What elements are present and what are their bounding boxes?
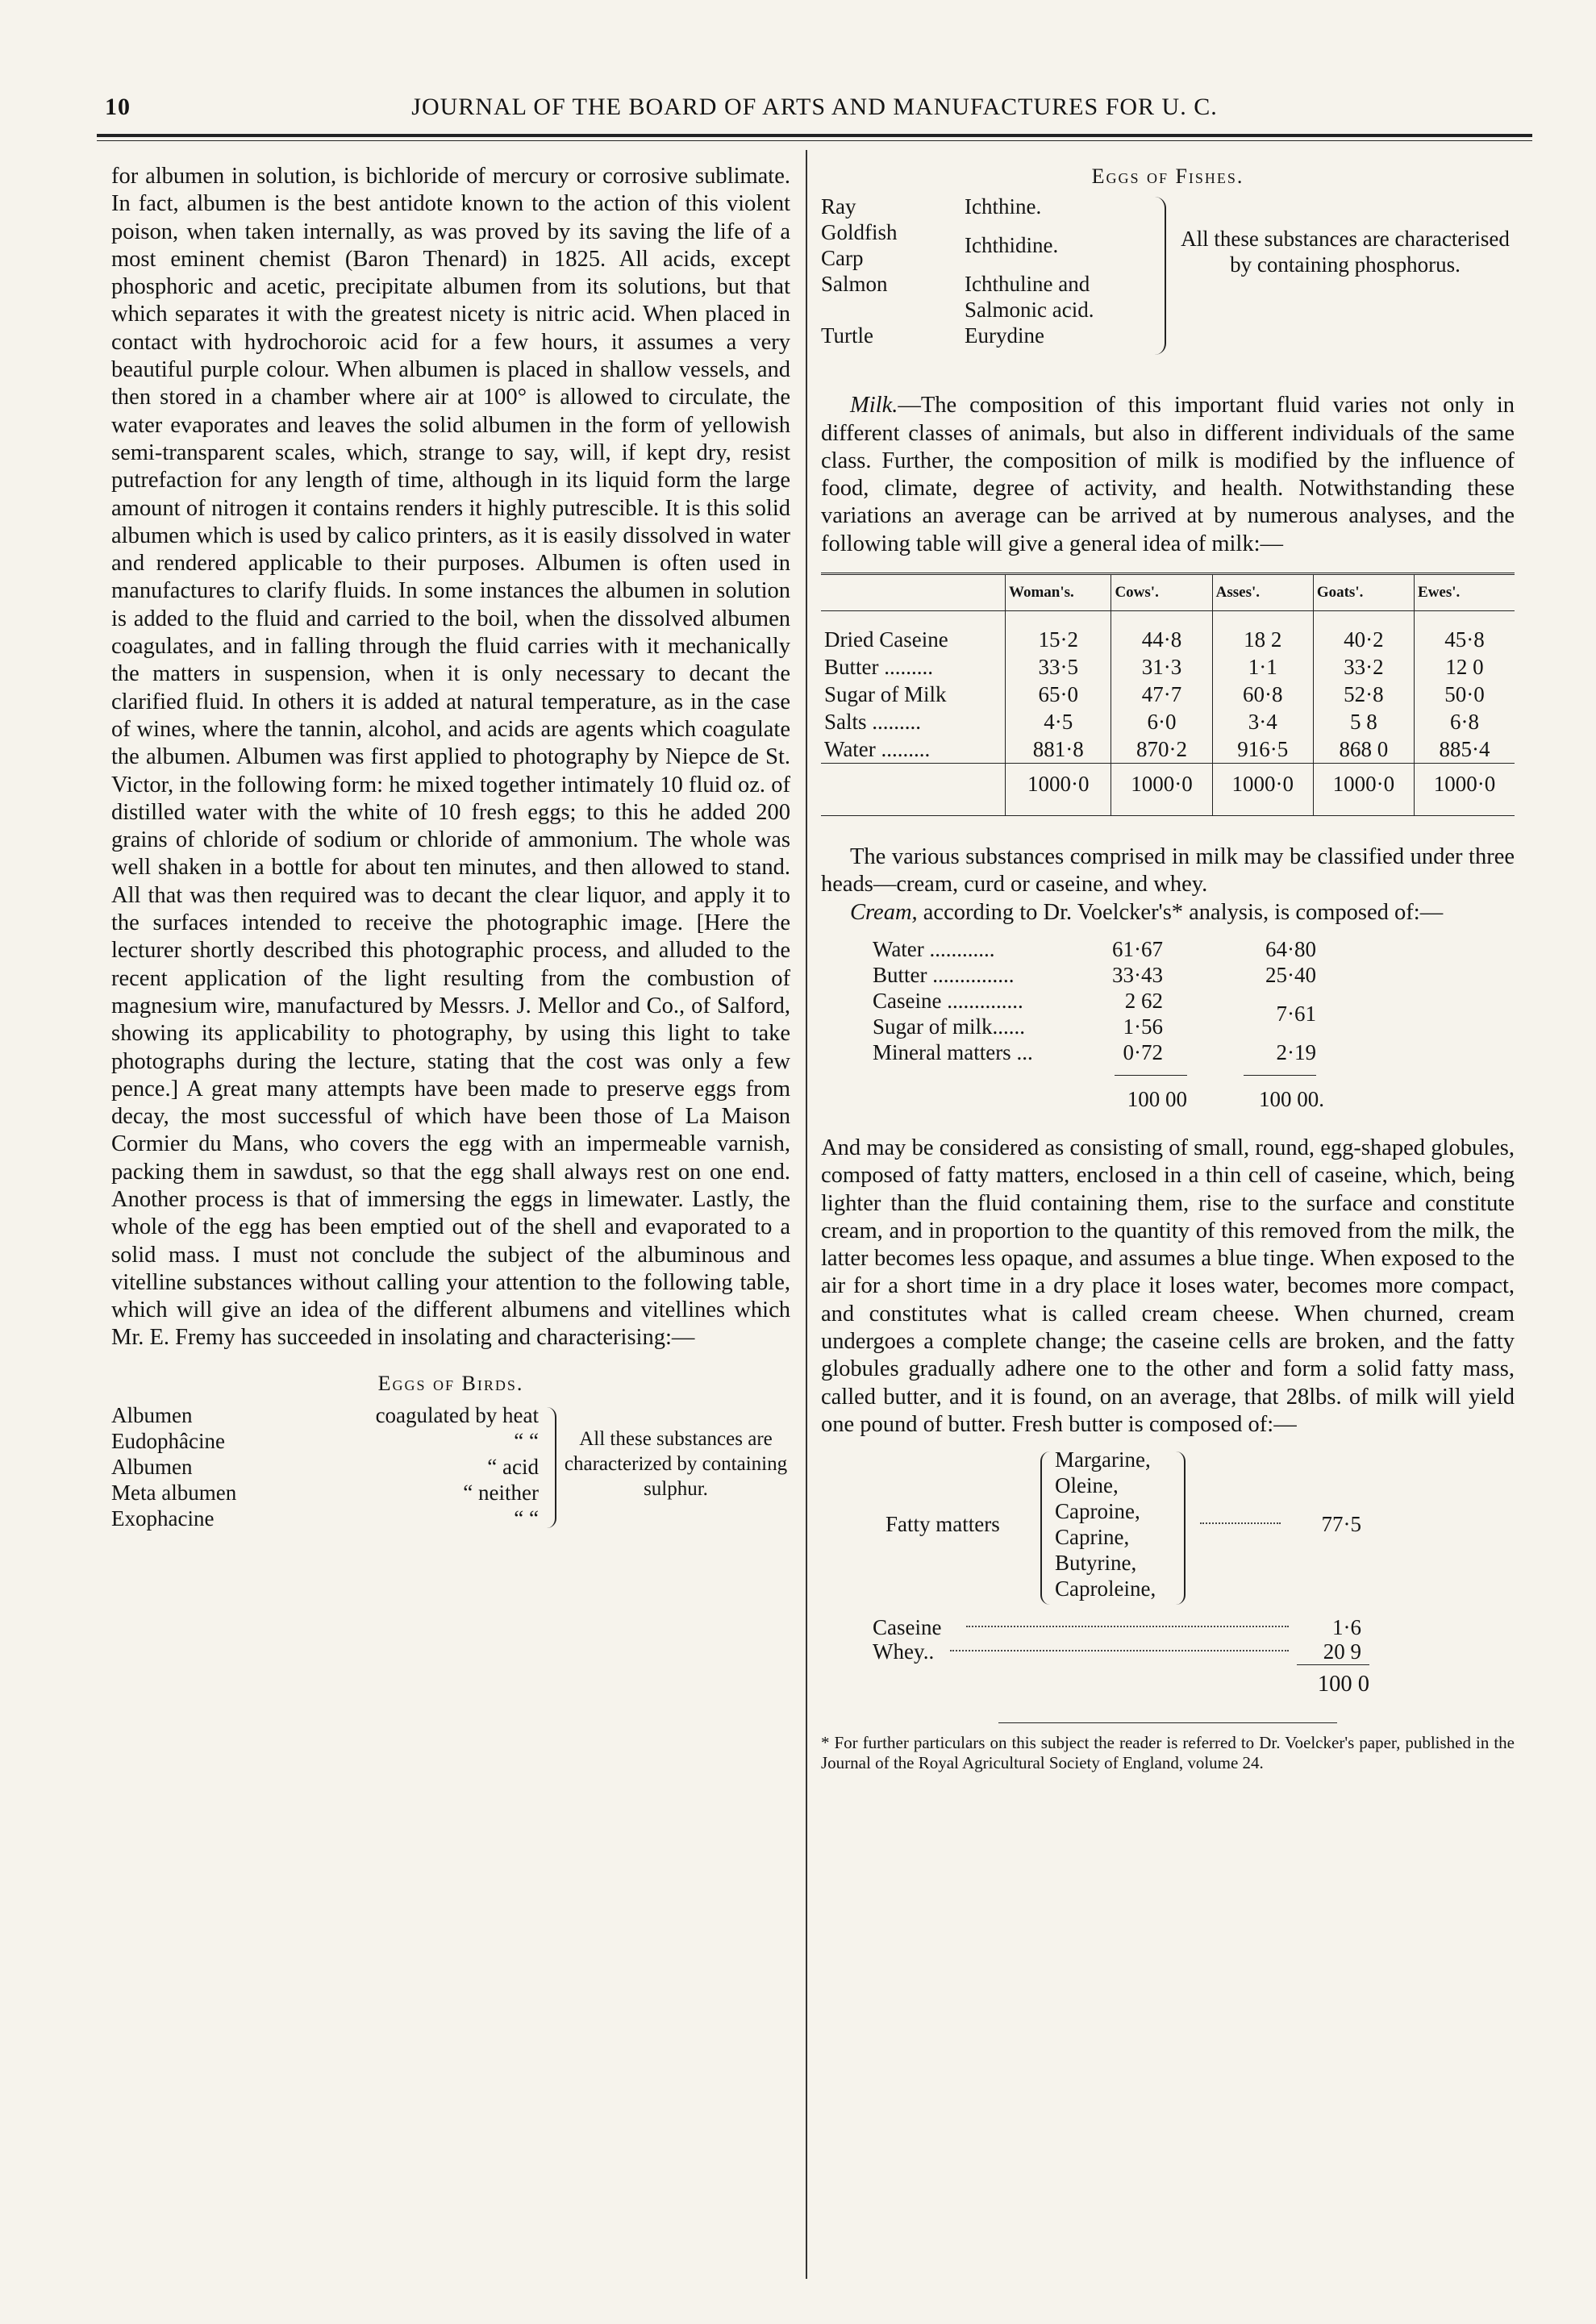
milk-total: 1000·0 — [1111, 764, 1212, 816]
bird-desc: “ neither — [463, 1481, 539, 1506]
cream-value-a: 1·56 — [1123, 1014, 1163, 1039]
fishes-substance-list — [965, 194, 1174, 348]
milk-row-label: Butter ......... — [824, 655, 933, 680]
milk-cell: 45·8 — [1415, 611, 1515, 654]
milk-cell: 44·8 — [1111, 611, 1212, 654]
milk-column-header: Goats'. — [1313, 574, 1414, 611]
bird-desc: “ “ — [514, 1429, 539, 1454]
cream-total-a: 100 00 — [1127, 1086, 1187, 1111]
bird-name: Albumen — [111, 1455, 193, 1480]
milk-total: 1000·0 — [1006, 764, 1111, 816]
milk-total: 1000·0 — [1415, 764, 1515, 816]
bird-desc: coagulated by heat — [375, 1403, 539, 1428]
milk-cell: 5 8 — [1313, 708, 1414, 735]
milk-table-header — [821, 574, 1515, 611]
milk-cell: 916·5 — [1212, 735, 1313, 764]
milk-label: Milk. — [850, 393, 898, 419]
fishes-brace — [1153, 197, 1166, 355]
fish-substance: Ichthidine. — [965, 233, 1059, 258]
cream-item: Mineral matters ... — [873, 1039, 1033, 1064]
footnote: * For further particulars on this subject the reader is referred to Dr. Voelcker's paper, published in the Journal of the Royal Agricultural Society of England, volume 24. — [821, 1733, 1515, 1773]
bird-name: Albumen — [111, 1403, 193, 1428]
albumen-paragraph: for albumen in solution, is bichloride of mercury or corrosive sublimate. In fact, albumen is the best antidote known to the action of this violent poison, when taken internally, as was proved by its saving the life of a most eminent chemist (Baron Thenard) in 1825. All acids, except phosphoric and acetic, precipitate albumen from its solutions, but that which separates it with the greatest nicety is nitric acid. When placed in contact with hydrochoroic acid for a few hours, it assumes a very beautiful purple colour. When albumen is placed in shallow vessels, and then stored in a chamber where air at 100° is allowed to circulate, the water evaporates and leaves the solid albumen in the form of yellowish semi-transparent scales, which, strange to say, will, if kept dry, resist putrefaction for any length of time, although in its liquid form the large amount of nitrogen it contains renders it highly putrescible. It is this solid albumen which is used by calico printers, as it is easily dissolved in water and rendered applicable to their purposes. Albumen is often used in manufactures to clarify fluids. In some instances the albumen in solution is added to the fluid and carried to the boil, when the dissolved albumen coagulates, and in falling through the fluid carries with it mechanically the matters in suspension, when it is only necessary to decant the clarified fluid. In others it is added at natural temperature, as in the case of wines, where the tannin, alcohol, and acids are agents which coagulate the albumen. Albumen was first applied to photography by Niepce de St. Victor, in the following form: he mixed together intimately 10 fluid oz. of distilled water with the white of 10 fresh eggs; to this he added 200 grains of chloride of sodium or chloride of ammonium. The whole was well shaken in a bottle for about ten minutes, and then allowed to stand. All that was then required was to decant the clear liquor, and apply it to the surfaces intended to receive the photographic image. [Here the lecturer shortly described this photographic process, and alluded to the recent application of the light resulting from the combustion of magnesium wire, manufactured by Messrs. J. Mellor and Co., of Salford, showing its applicability to photography, by using this light to take photographs during the lecture, stating that the cost was only a few pence.] A great many attempts have been made to preserve eggs from decay, the most successful of which have been those of La Maison Cormier du Mans, who covers the egg with an impermeable varnish, packing them in sawdust, so that the egg shall always rest on one end. Another process is that of immersing the eggs in limewater. Lastly, the whole of the egg has been emptied out of the shell and evaporated to a solid mass. I must not conclude the subject of the albuminous and vitelline substances without calling your attention to the following table, which will give an idea of the different albumens and vitellines which Mr. E. Fremy has succeeded in insolating and characterising:— — [111, 164, 790, 1351]
bird-name: Exophacine — [111, 1506, 215, 1531]
milk-table-row — [821, 681, 1515, 708]
cream-value-b: 64·80 — [1265, 936, 1316, 961]
header-rule-thick — [97, 134, 1532, 137]
milk-cell: 40·2 — [1313, 611, 1414, 654]
butter-composition-table — [821, 1447, 1515, 1664]
journal-title: JOURNAL OF THE BOARD OF ARTS AND MANUFACTURES FOR U. C. — [411, 94, 1218, 120]
fatty-brace-right — [1176, 1451, 1186, 1605]
cream-intro: according to Dr. Voelcker's* analysis, is composed of:— — [917, 899, 1444, 925]
left-column — [111, 163, 790, 1539]
cream-value-b: 25·40 — [1265, 962, 1316, 987]
cream-value-a: 61·67 — [1112, 936, 1163, 961]
milk-column-header: Ewes'. — [1415, 574, 1515, 611]
cream-item: Sugar of milk...... — [873, 1014, 1025, 1039]
milk-row-label: Water ......... — [824, 737, 931, 762]
cream-value-b: 2·19 — [1276, 1039, 1316, 1064]
right-column — [821, 163, 1515, 1773]
milk-cell: 33·5 — [1006, 653, 1111, 681]
milk-table-row — [821, 653, 1515, 681]
milk-cell: 50·0 — [1415, 681, 1515, 708]
milk-cell: 3·4 — [1212, 708, 1313, 735]
milk-row-label: Dried Caseine — [824, 627, 948, 652]
fishes-table — [821, 194, 1515, 387]
fatty-items-list — [1055, 1447, 1156, 1601]
fatty-item: Butyrine, — [1055, 1551, 1137, 1576]
bird-name: Eudophâcine — [111, 1429, 225, 1454]
fish-species: Ray — [821, 194, 856, 219]
whey-dots — [950, 1650, 1289, 1651]
milk-cell: 33·2 — [1313, 653, 1414, 681]
milk-column-header: Woman's. — [1006, 574, 1111, 611]
milk-header-blank — [821, 574, 1006, 611]
caseine-dots — [966, 1626, 1289, 1627]
cream-rule-a — [1115, 1075, 1187, 1076]
butter-total-block — [821, 1656, 1515, 1705]
milk-cell: 1·1 — [1212, 653, 1313, 681]
milk-cell: 870·2 — [1111, 735, 1212, 764]
milk-composition-table — [821, 573, 1515, 816]
milk-classification-paragraph: The various substances comprised in milk may be classified under three heads—cream, curd or caseine, and whey. — [821, 844, 1515, 898]
fish-species — [821, 297, 942, 323]
birds-descriptions — [297, 1402, 539, 1531]
fatty-brace-left — [1040, 1451, 1050, 1605]
cream-label: Cream, — [850, 899, 918, 925]
cream-value-a: 33·43 — [1112, 962, 1163, 987]
birds-table — [111, 1402, 790, 1539]
cream-item: Butter ............... — [873, 962, 1015, 987]
milk-cell: 65·0 — [1006, 681, 1111, 708]
cream-item: Water ............ — [873, 936, 995, 961]
milk-table-row — [821, 708, 1515, 735]
fish-species: Turtle — [821, 323, 874, 348]
fish-species: Carp — [821, 246, 864, 271]
milk-total: 1000·0 — [1313, 764, 1414, 816]
page-number: 10 — [105, 94, 131, 120]
milk-table-totals — [821, 764, 1515, 816]
cream-value-a: 0·72 — [1123, 1039, 1163, 1064]
milk-cell: 6·8 — [1415, 708, 1515, 735]
milk-total: 1000·0 — [1212, 764, 1313, 816]
cream-table — [873, 936, 1515, 1130]
cream-rule-b — [1244, 1075, 1316, 1076]
fish-substance: Eurydine — [965, 323, 1044, 348]
column-divider — [806, 150, 807, 2279]
birds-note: All these substances are characterized by containing sulphur. — [564, 1428, 788, 1501]
fish-substance — [965, 258, 1174, 271]
fish-substance: Salmonic acid. — [965, 298, 1094, 323]
milk-table-row — [821, 735, 1515, 764]
butter-paragraph: And may be considered as consisting of small, round, egg-shaped globules, composed of fatty matters, enclosed in a thin cell of caseine, which, being lighter than the fluid containing them, rise to the surface and constitute cream, and in proportion to the quantity of this removed from the milk, the latter becomes less opaque, and assumes a blue tinge. When exposed to the air for a short time in a dry place it loses water, becomes more compact, and constitutes what is called cream cheese. When churned, cream undergoes a complete change; the caseine cells are broken, and the fatty globules gradually adhere one to the other and form a solid fatty mass, called butter, and it is found, on an average, that 28lbs. of milk will yield one pound of butter. Fresh butter is composed of:— — [821, 1135, 1515, 1437]
fishes-note: All these substances are characterised by containing phosphorus. — [1181, 227, 1510, 277]
birds-brace — [545, 1407, 556, 1528]
whey-label: Whey.. — [873, 1639, 935, 1664]
fatty-item: Margarine, — [1055, 1447, 1151, 1472]
fishes-species-list — [821, 194, 942, 348]
milk-row-label: Sugar of Milk — [824, 682, 947, 707]
fish-substance: Ichthine. — [965, 194, 1042, 219]
fishes-heading: Eggs of Fishes. — [1091, 165, 1244, 188]
milk-cell: 47·7 — [1111, 681, 1212, 708]
milk-cell: 881·8 — [1006, 735, 1111, 764]
milk-cell: 15·2 — [1006, 611, 1111, 654]
cream-value-a: 2 62 — [1124, 988, 1163, 1013]
bird-name: Meta albumen — [111, 1481, 237, 1506]
fatty-dots — [1200, 1522, 1281, 1524]
fatty-value: 77·5 — [1321, 1512, 1361, 1537]
cream-totals — [873, 1086, 1515, 1112]
milk-cell: 885·4 — [1415, 735, 1515, 764]
cream-item: Caseine .............. — [873, 988, 1023, 1013]
page-header — [97, 87, 1532, 127]
cream-paragraph — [821, 899, 1515, 927]
milk-paragraph — [821, 392, 1515, 558]
caseine-value: 1·6 — [1332, 1615, 1361, 1640]
birds-heading: Eggs of Birds. — [377, 1371, 524, 1395]
footnote-rule — [998, 1722, 1337, 1723]
cream-row — [873, 988, 1515, 1014]
fish-species: Goldfish — [821, 220, 898, 245]
fish-substance: Ichthuline and — [965, 272, 1090, 297]
milk-column-header: Cows'. — [1111, 574, 1212, 611]
milk-cell: 60·8 — [1212, 681, 1313, 708]
bird-desc: “ “ — [514, 1506, 539, 1531]
milk-cell: 31·3 — [1111, 653, 1212, 681]
fatty-item: Oleine, — [1055, 1473, 1119, 1498]
cream-total-b: 100 00. — [1259, 1086, 1324, 1111]
milk-cell: 868 0 — [1313, 735, 1414, 764]
milk-table-row — [821, 611, 1515, 654]
butter-total: 100 0 — [1317, 1672, 1369, 1697]
birds-names — [111, 1402, 321, 1531]
milk-total-label — [821, 764, 1006, 816]
milk-cell: 18 2 — [1212, 611, 1313, 654]
milk-column-header: Asses'. — [1212, 574, 1313, 611]
whey-value: 20 9 — [1323, 1639, 1361, 1664]
cream-value-b: 7·61 — [1276, 1001, 1316, 1026]
fatty-item: Caproine, — [1055, 1499, 1140, 1524]
milk-cell: 12 0 — [1415, 653, 1515, 681]
cream-row — [873, 1001, 1515, 1039]
cream-row — [873, 962, 1515, 988]
milk-cell: 4·5 — [1006, 708, 1111, 735]
milk-cell: 52·8 — [1313, 681, 1414, 708]
fatty-item: Caproleine, — [1055, 1576, 1156, 1601]
header-rule-thin — [97, 140, 1532, 141]
milk-text: —The composition of this important fluid varies not only in different classes of animals, but also in different individuals of the same class. Further, the composition of milk is modified by the influence of food, climate, degree of activity, and health. Notwithstanding these variations an average can be arrived at by numerous analyses, and the following table will give a general idea of milk:— — [821, 393, 1515, 556]
butter-total-rule — [1297, 1664, 1369, 1665]
fatty-item: Caprine, — [1055, 1525, 1130, 1550]
milk-row-label: Salts ......... — [824, 710, 922, 735]
fish-species: Salmon — [821, 272, 888, 297]
bird-desc: “ acid — [487, 1455, 539, 1480]
cream-row — [873, 936, 1515, 962]
fatty-matters-label: Fatty matters — [886, 1512, 1000, 1537]
caseine-label: Caseine — [873, 1615, 942, 1640]
cream-row — [873, 1039, 1515, 1065]
milk-cell: 6·0 — [1111, 708, 1212, 735]
